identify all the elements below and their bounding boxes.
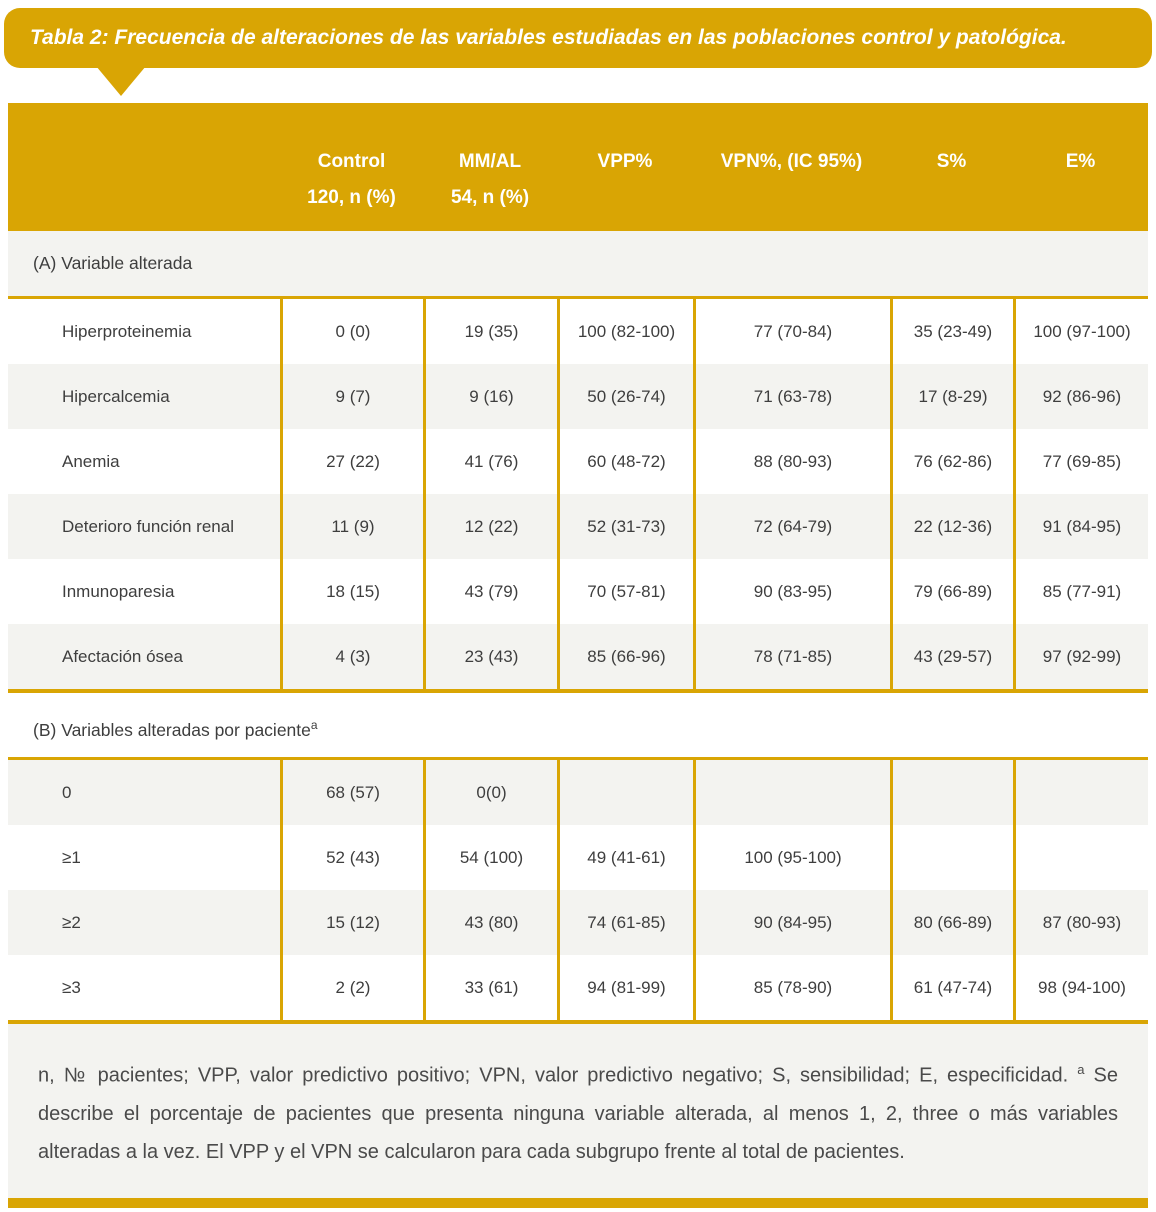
- table-row: [8, 890, 1148, 955]
- header-cell: S%: [936, 151, 967, 172]
- table-cell: 54 (100): [423, 825, 557, 890]
- table-cell: 97 (92-99): [1013, 624, 1148, 689]
- section-b-rows: [8, 760, 1148, 1020]
- table-cell: 43 (79): [423, 559, 557, 624]
- table-cell: 12 (22): [423, 494, 557, 559]
- table-cell: [693, 760, 890, 825]
- table-row: [8, 364, 1148, 429]
- table-cell: 49 (41-61): [557, 825, 693, 890]
- section-b-label: (B) Variables alteradas por paciente: [33, 719, 311, 740]
- section-b-header: [8, 693, 1148, 757]
- table-cell: 11 (9): [280, 494, 423, 559]
- footnote-abbreviations: n, № pacientes; VPP, valor predictivo positivo; VPN, valor predictivo negativo; S, sensibilidad; E, especificidad.: [38, 1064, 1069, 1087]
- table-cell: 52 (31-73): [557, 494, 693, 559]
- table-cell: 98 (94-100): [1013, 955, 1148, 1020]
- table-cell: 23 (43): [423, 624, 557, 689]
- section-a-rows: [8, 299, 1148, 689]
- data-table: [8, 103, 1148, 1208]
- table-cell: 78 (71-85): [693, 624, 890, 689]
- table-cell: 50 (26-74): [557, 364, 693, 429]
- table-row: [8, 624, 1148, 689]
- table-cell: 0 (0): [280, 299, 423, 364]
- row-label: ≥1: [62, 847, 81, 867]
- table-cell: 90 (84-95): [693, 890, 890, 955]
- table-cell: [557, 760, 693, 825]
- header-cell: Control 120, n (%): [307, 151, 396, 208]
- table-cell: 77 (69-85): [1013, 429, 1148, 494]
- row-label: Afectación ósea: [62, 646, 183, 666]
- table-cell: 72 (64-79): [693, 494, 890, 559]
- header-cell: VPN%, (IC 95%): [720, 151, 863, 172]
- table-row: [8, 429, 1148, 494]
- row-label: Deterioro función renal: [62, 516, 234, 536]
- table-cell: 60 (48-72): [557, 429, 693, 494]
- table-cell: 100 (97-100): [1013, 299, 1148, 364]
- table-row: [8, 760, 1148, 825]
- table-cell: 79 (66-89): [890, 559, 1013, 624]
- table-cell: [1013, 825, 1148, 890]
- table-cell: 9 (7): [280, 364, 423, 429]
- table-cell: 85 (77-91): [1013, 559, 1148, 624]
- footnote: [8, 1024, 1148, 1198]
- table-cell: 43 (80): [423, 890, 557, 955]
- table-row: [8, 955, 1148, 1020]
- table-cell: 80 (66-89): [890, 890, 1013, 955]
- table-row: [8, 494, 1148, 559]
- row-label: ≥3: [62, 977, 81, 997]
- table-row: [8, 825, 1148, 890]
- table-cell: 0(0): [423, 760, 557, 825]
- bottom-accent-bar: [8, 1198, 1148, 1208]
- table-cell: 91 (84-95): [1013, 494, 1148, 559]
- footnote-description: Se describe el porcentaje de pacientes que presenta ninguna variable alterada, al menos 1, 2, three o más variables alteradas a la vez. El VPP y el VPN se calcularon para cada subgrupo frente al total de pacientes.: [38, 1064, 1118, 1163]
- table-cell: 22 (12-36): [890, 494, 1013, 559]
- table-cell: 94 (81-99): [557, 955, 693, 1020]
- header-cell: MM/AL 54, n (%): [450, 151, 530, 208]
- table-cell: 71 (63-78): [693, 364, 890, 429]
- header-cell-empty: [8, 103, 280, 231]
- table-cell: 70 (57-81): [557, 559, 693, 624]
- row-label: ≥2: [62, 912, 81, 932]
- row-label: Anemia: [62, 451, 120, 471]
- table-title: Tabla 2: Frecuencia de alteraciones de las variables estudiadas en las poblaciones control y patológica.: [30, 26, 1067, 49]
- footnote-superscript: a: [1077, 1062, 1085, 1077]
- row-label: 0: [62, 782, 72, 802]
- table-cell: 100 (95-100): [693, 825, 890, 890]
- table-cell: 33 (61): [423, 955, 557, 1020]
- table-cell: 68 (57): [280, 760, 423, 825]
- table-cell: 15 (12): [280, 890, 423, 955]
- section-a-label: (A) Variable alterada: [33, 253, 193, 273]
- section-a-header: [8, 231, 1148, 296]
- table-cell: 92 (86-96): [1013, 364, 1148, 429]
- table-cell: [890, 760, 1013, 825]
- table-cell: 35 (23-49): [890, 299, 1013, 364]
- table-cell: 88 (80-93): [693, 429, 890, 494]
- table-row: [8, 559, 1148, 624]
- header-cell: VPP%: [597, 151, 653, 172]
- row-label: Hipercalcemia: [62, 386, 170, 406]
- table-cell: 100 (82-100): [557, 299, 693, 364]
- table-cell: 4 (3): [280, 624, 423, 689]
- table-cell: 90 (83-95): [693, 559, 890, 624]
- table-cell: 61 (47-74): [890, 955, 1013, 1020]
- table-cell: 18 (15): [280, 559, 423, 624]
- table-cell: 27 (22): [280, 429, 423, 494]
- header-row: [8, 103, 1148, 231]
- header-cell: E%: [1065, 151, 1096, 172]
- row-label: Inmunoparesia: [62, 581, 175, 601]
- table-row: [8, 299, 1148, 364]
- table-cell: 2 (2): [280, 955, 423, 1020]
- table-cell: 43 (29-57): [890, 624, 1013, 689]
- table-cell: 85 (78-90): [693, 955, 890, 1020]
- table-cell: 52 (43): [280, 825, 423, 890]
- table-cell: 41 (76): [423, 429, 557, 494]
- table-cell: 76 (62-86): [890, 429, 1013, 494]
- table-cell: 19 (35): [423, 299, 557, 364]
- row-label: Hiperproteinemia: [62, 321, 192, 341]
- callout-pointer-icon: [96, 66, 146, 96]
- table-cell: 74 (61-85): [557, 890, 693, 955]
- table-cell: 85 (66-96): [557, 624, 693, 689]
- table-cell: [890, 825, 1013, 890]
- table-cell: [1013, 760, 1148, 825]
- table-cell: 9 (16): [423, 364, 557, 429]
- table-cell: 77 (70-84): [693, 299, 890, 364]
- table-title-banner: [4, 8, 1152, 68]
- table-cell: 17 (8-29): [890, 364, 1013, 429]
- table-cell: 87 (80-93): [1013, 890, 1148, 955]
- section-b-superscript: a: [310, 718, 318, 732]
